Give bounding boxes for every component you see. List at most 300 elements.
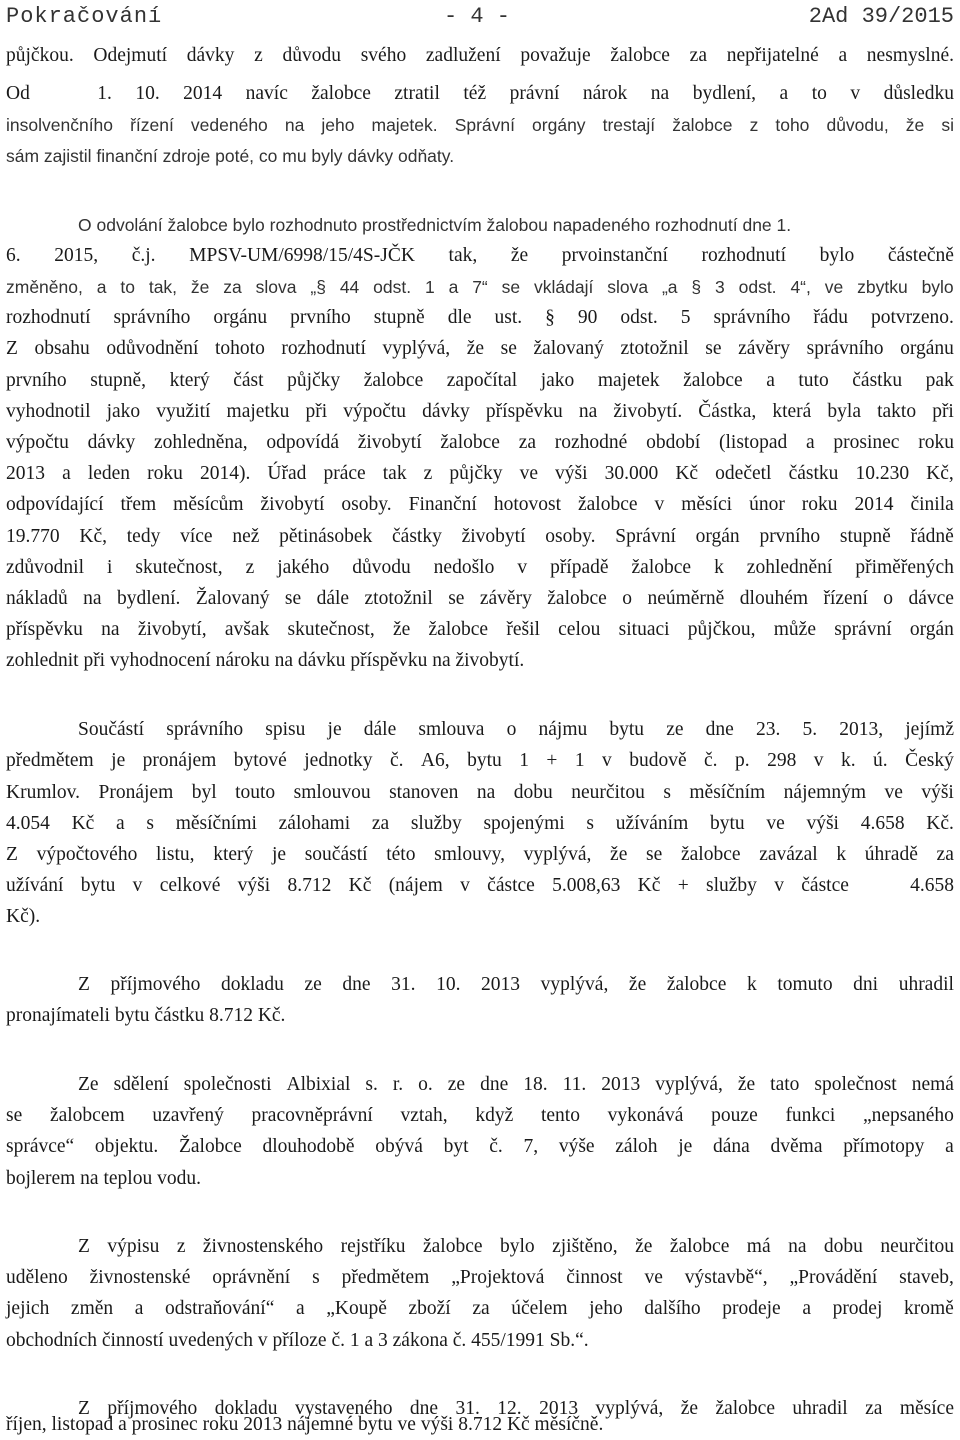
text-line: [6, 459, 954, 489]
word: insolvenčního: [6, 115, 114, 135]
word: zdůvodnil: [6, 557, 84, 578]
word: a: [295, 1298, 305, 1319]
word: tak,: [148, 277, 178, 297]
text-line: [6, 1263, 954, 1293]
word: je: [271, 844, 287, 865]
word: dávce: [908, 588, 954, 609]
text-line: [6, 428, 954, 458]
word: Kč: [71, 813, 95, 834]
word: stupně: [373, 307, 425, 328]
word: osoby.: [341, 494, 392, 515]
word: ze: [304, 974, 322, 995]
word: že: [905, 115, 925, 135]
word: se: [705, 338, 722, 359]
word: vkládají: [534, 277, 594, 297]
word: únor: [749, 494, 785, 515]
word: v: [850, 83, 861, 104]
word: částku: [788, 463, 839, 484]
word: měsíčními: [175, 813, 257, 834]
word: v: [654, 494, 665, 515]
word: Žalovaný: [195, 588, 270, 609]
word: 1: [519, 750, 529, 771]
text-line: obchodních činností uvedených v příloze č. 1 a 3 zákona č. 455/1991 Sb.“.: [6, 1330, 589, 1351]
word: částce: [801, 875, 893, 896]
word: ze: [666, 719, 684, 740]
word: příjmového: [110, 974, 201, 995]
word: za: [223, 277, 242, 297]
word: ust.: [494, 307, 523, 328]
text-line: [6, 778, 954, 808]
word: to: [120, 277, 135, 297]
word: zboží: [408, 1298, 451, 1319]
word: přiměřených: [855, 557, 954, 578]
word: uhradil: [898, 974, 954, 995]
word: a: [802, 1298, 811, 1319]
word: leden: [87, 463, 131, 484]
word: Z: [6, 338, 18, 359]
word: na: [788, 1236, 807, 1257]
word: 10.: [436, 974, 461, 995]
word: že: [680, 1398, 698, 1419]
word: prosinec: [833, 432, 900, 453]
word: živobytí.: [613, 401, 683, 422]
word: za: [936, 844, 954, 865]
word: nemá: [911, 1074, 954, 1095]
word: výpočtu: [343, 401, 407, 422]
text-line: [6, 241, 954, 271]
word: 4“,: [790, 277, 811, 297]
text-line: [6, 490, 954, 520]
word: 4.658: [910, 875, 954, 896]
word: že: [628, 974, 647, 995]
word: 19.770: [6, 526, 60, 547]
word: prvního: [290, 307, 351, 328]
word: že: [510, 245, 529, 266]
word: na: [650, 83, 670, 104]
word: z: [254, 45, 263, 66]
word: prodej: [832, 1298, 883, 1319]
word: toho: [775, 115, 810, 135]
word: která: [772, 401, 812, 422]
word: byt: [443, 1136, 469, 1157]
word: měsíce: [899, 1398, 954, 1419]
word: za: [472, 1298, 490, 1319]
word: prvního: [6, 370, 67, 391]
word: záloh: [615, 1136, 658, 1157]
word: uhradil: [792, 1398, 848, 1419]
word: částce: [487, 875, 535, 896]
word: považuje: [520, 45, 591, 66]
word: s: [663, 782, 671, 803]
word: výstavbě“,: [684, 1267, 768, 1288]
word: 2013: [539, 1398, 579, 1419]
word: výši: [555, 463, 588, 484]
word: s: [586, 813, 594, 834]
word: staveb,: [899, 1267, 954, 1288]
word: „Provádění: [789, 1267, 878, 1288]
word: nárok: [582, 83, 628, 104]
text-line: [6, 522, 954, 552]
word: 44: [339, 277, 360, 297]
word: a: [766, 370, 775, 391]
word: výši: [237, 875, 271, 896]
word: spojenými: [483, 813, 565, 834]
word: 31.: [391, 974, 416, 995]
word: vyplývá,: [595, 1398, 664, 1419]
text-line: O odvolání žalobce bylo rozhodnuto prostřednictvím žalobou napadeného rozhodnutí dne 1.: [78, 215, 792, 235]
word: žalobce: [672, 115, 733, 135]
word: na: [101, 619, 120, 640]
word: žalobce: [610, 45, 670, 66]
word: správního: [166, 719, 244, 740]
word: se: [448, 588, 465, 609]
word: důsledku: [883, 83, 954, 104]
word: o: [506, 719, 517, 740]
word: výši: [806, 813, 839, 834]
word: se: [500, 338, 517, 359]
word: vyplývá,: [382, 338, 451, 359]
word: (nájem: [388, 875, 443, 896]
word: 2013: [6, 463, 45, 484]
word: Odejmutí: [93, 45, 168, 66]
word: 11.: [562, 1074, 587, 1095]
word: 2013,: [839, 719, 884, 740]
word: jejímž: [905, 719, 954, 740]
word: dána: [712, 1136, 750, 1157]
word: na: [476, 782, 496, 803]
word: rozhodnutí: [6, 307, 91, 328]
word: řízení: [823, 588, 868, 609]
word: se: [501, 277, 521, 297]
word: než: [232, 526, 260, 547]
word: za: [371, 813, 390, 834]
word: to: [811, 83, 827, 104]
word: i: [106, 557, 113, 578]
text-line: [6, 615, 954, 645]
word: činnost: [566, 1267, 623, 1288]
word: užívání: [6, 875, 64, 896]
word: slova: [255, 277, 297, 297]
text-line: [6, 79, 954, 109]
word: žalobce: [631, 557, 692, 578]
word: orgánu: [900, 338, 954, 359]
word: předmětem: [341, 1267, 430, 1288]
word: využití: [156, 401, 211, 422]
word: tedy: [126, 526, 161, 547]
word: 6.: [6, 245, 21, 266]
word: s: [146, 813, 154, 834]
word: též: [463, 83, 487, 104]
word: dle: [447, 307, 472, 328]
word: prvního: [759, 526, 821, 547]
text-line: [6, 1132, 954, 1162]
word: který: [169, 370, 210, 391]
word: žalobce: [669, 1236, 730, 1257]
word: úhradě: [864, 844, 918, 865]
text-line: [6, 41, 954, 71]
word: dávky: [186, 45, 235, 66]
word: neurčitou: [571, 782, 645, 803]
word: a: [779, 83, 789, 104]
word: a: [116, 813, 125, 834]
word: Z: [78, 1236, 90, 1257]
word: MPSV-UM/6998/15/4S-JČK: [189, 245, 415, 266]
word: důvodu: [352, 557, 411, 578]
word: takto: [877, 401, 917, 422]
word: živobytí: [461, 526, 526, 547]
text-line: bojlerem na teplou vodu.: [6, 1168, 201, 1189]
word: r.: [392, 1074, 404, 1095]
word: jednotky: [304, 750, 373, 771]
word: při: [932, 401, 954, 422]
word: k: [836, 844, 847, 865]
word: a: [134, 1298, 144, 1319]
word: k: [714, 557, 724, 578]
word: 8.712: [287, 875, 332, 896]
word: odst.: [373, 277, 412, 297]
word: č.j.: [131, 245, 156, 266]
word: uděleno: [6, 1267, 68, 1288]
text-line: [6, 366, 954, 396]
word: správního: [713, 307, 791, 328]
word: výši: [921, 782, 954, 803]
word: bytu: [467, 750, 502, 771]
word: roku: [801, 494, 838, 515]
word: hotovost: [493, 494, 561, 515]
word: nedošlo: [433, 557, 495, 578]
text-line: [6, 871, 954, 901]
word: bydlení,: [692, 83, 757, 104]
word: případě: [550, 557, 609, 578]
word: zavázal: [759, 844, 818, 865]
word: 1: [424, 277, 435, 297]
word: a: [806, 432, 815, 453]
word: ve: [824, 277, 844, 297]
word: že: [392, 619, 411, 640]
word: prodeje: [722, 1298, 781, 1319]
word: 2015,: [54, 245, 99, 266]
word: této: [386, 844, 416, 865]
word: částky: [392, 526, 442, 547]
word: jeho: [589, 1298, 623, 1319]
word: jako: [540, 370, 575, 391]
word: nájmu: [538, 719, 588, 740]
word: živobytí: [260, 494, 325, 515]
word: navíc: [245, 83, 288, 104]
word: je: [327, 719, 342, 740]
text-line: [78, 1232, 954, 1262]
word: „a: [661, 277, 678, 297]
word: vykonává: [607, 1105, 684, 1126]
word: 5.008,63: [552, 875, 621, 896]
text-line: [6, 110, 954, 140]
word: zohlednění: [746, 557, 833, 578]
word: uzavřený: [152, 1105, 224, 1126]
word: přímotopy: [843, 1136, 925, 1157]
word: výpočtového: [36, 844, 138, 865]
word: na: [578, 401, 598, 422]
word: činila: [910, 494, 954, 515]
word: společnost: [814, 1074, 897, 1095]
word: 1.: [97, 83, 112, 104]
word: ve: [884, 782, 903, 803]
word: změn: [70, 1298, 114, 1319]
word: je: [678, 1136, 693, 1157]
word: Kč: [637, 875, 661, 896]
word: Z: [6, 844, 18, 865]
word: měsícům: [173, 494, 244, 515]
word: příspěvku: [6, 619, 83, 640]
word: má: [746, 1236, 771, 1257]
word: tak,: [448, 245, 478, 266]
word: na: [83, 588, 102, 609]
word: vztah,: [400, 1105, 448, 1126]
word: výpočtu: [6, 432, 69, 453]
word: řízení: [130, 115, 174, 135]
word: měsíci: [681, 494, 733, 515]
word: změněno,: [6, 277, 83, 297]
word: Úřad: [267, 463, 307, 484]
word: byl: [191, 782, 217, 803]
word: Správní: [615, 526, 676, 547]
word: správního: [806, 338, 884, 359]
word: vyplývá,: [523, 844, 592, 865]
word: „nepsaného: [862, 1105, 954, 1126]
word: o: [883, 588, 894, 609]
word: 10.230: [855, 463, 910, 484]
text-line: Kč).: [6, 906, 41, 927]
word: společnosti: [183, 1074, 272, 1095]
word: z: [245, 557, 255, 578]
word: touto: [235, 782, 276, 803]
word: s.: [365, 1074, 378, 1095]
word: dalšího: [644, 1298, 701, 1319]
word: ve: [766, 813, 785, 834]
word: obsahu: [34, 338, 90, 359]
word: tuto: [798, 370, 829, 391]
word: správního: [113, 307, 191, 328]
word: služby: [410, 813, 462, 834]
word: tomuto: [777, 974, 833, 995]
word: žalobce: [363, 370, 424, 391]
word: +: [546, 750, 558, 771]
word: řešil: [506, 619, 540, 640]
text-line: [6, 272, 954, 302]
word: z: [423, 463, 433, 484]
word: potvrzeno.: [871, 307, 954, 328]
word: č.: [389, 750, 404, 771]
word: 1: [574, 750, 585, 771]
word: započítal: [446, 370, 518, 391]
word: se: [284, 588, 302, 609]
word: zálohami: [278, 813, 351, 834]
word: majetku: [226, 401, 290, 422]
word: závěry: [479, 588, 532, 609]
word: avšak: [224, 619, 270, 640]
word: dokladu: [221, 974, 284, 995]
word: majetek.: [371, 115, 438, 135]
word: odpovídá: [266, 432, 339, 453]
word: z: [176, 1236, 186, 1257]
word: správce“: [6, 1136, 75, 1157]
text-line: [78, 715, 954, 745]
word: že: [190, 277, 210, 297]
word: Součástí: [78, 719, 145, 740]
word: a: [96, 277, 107, 297]
word: tak: [382, 463, 407, 484]
word: 7“: [472, 277, 488, 297]
word: předmětem: [6, 750, 94, 771]
word: z: [749, 115, 759, 135]
word: objektu.: [94, 1136, 159, 1157]
word: neúměrně: [647, 588, 725, 609]
word: dále: [363, 719, 397, 740]
word: Kč,: [926, 463, 954, 484]
word: žalobce: [577, 494, 638, 515]
word: 2013: [481, 974, 521, 995]
word: když: [475, 1105, 514, 1126]
word: „§: [310, 277, 326, 297]
word: +: [677, 875, 689, 896]
word: 7,: [523, 1136, 539, 1157]
word: 18.: [523, 1074, 548, 1095]
word: č.: [489, 1136, 503, 1157]
text-line: [6, 553, 954, 583]
word: Z: [78, 974, 90, 995]
word: odečetl: [715, 463, 772, 484]
word: vedeného: [190, 115, 268, 135]
word: bylo: [819, 245, 855, 266]
text-line: sám zajistil finanční zdroje poté, co mu byly dávky odňaty.: [6, 146, 455, 166]
text-line: [6, 809, 954, 839]
word: dne: [409, 1398, 439, 1419]
word: v: [460, 875, 470, 896]
word: spisu: [265, 719, 306, 740]
word: zadlužení: [425, 45, 501, 66]
word: 4.054: [6, 813, 50, 834]
word: příspěvku: [485, 401, 563, 422]
word: dne: [342, 974, 371, 995]
word: pětinásobek: [279, 526, 373, 547]
word: vystaveného: [294, 1398, 393, 1419]
word: 298: [767, 750, 797, 771]
word: Kč: [348, 875, 372, 896]
word: jakého: [277, 557, 330, 578]
word: odůvodnění: [106, 338, 199, 359]
word: tento: [540, 1105, 580, 1126]
word: dávky: [87, 432, 136, 453]
word: smlouvy,: [434, 844, 505, 865]
text-line: [6, 303, 954, 333]
word: za: [518, 432, 537, 453]
word: nesmyslné.: [866, 45, 954, 66]
word: funkci: [785, 1105, 836, 1126]
text-line: [6, 584, 954, 614]
word: odst.: [738, 277, 777, 297]
word: ztotožnil: [620, 338, 689, 359]
word: dne: [480, 1074, 509, 1095]
word: svého: [360, 45, 407, 66]
word: příjmového: [107, 1398, 198, 1419]
word: 4.658: [860, 813, 905, 834]
word: orgánu: [213, 307, 268, 328]
word: o.: [418, 1074, 433, 1095]
word: bytu: [609, 719, 645, 740]
text-line: [6, 1294, 954, 1324]
word: stupně: [839, 526, 891, 547]
text-line: pronajímateli bytu částku 8.712 Kč.: [6, 1005, 286, 1026]
word: jejich: [6, 1298, 50, 1319]
